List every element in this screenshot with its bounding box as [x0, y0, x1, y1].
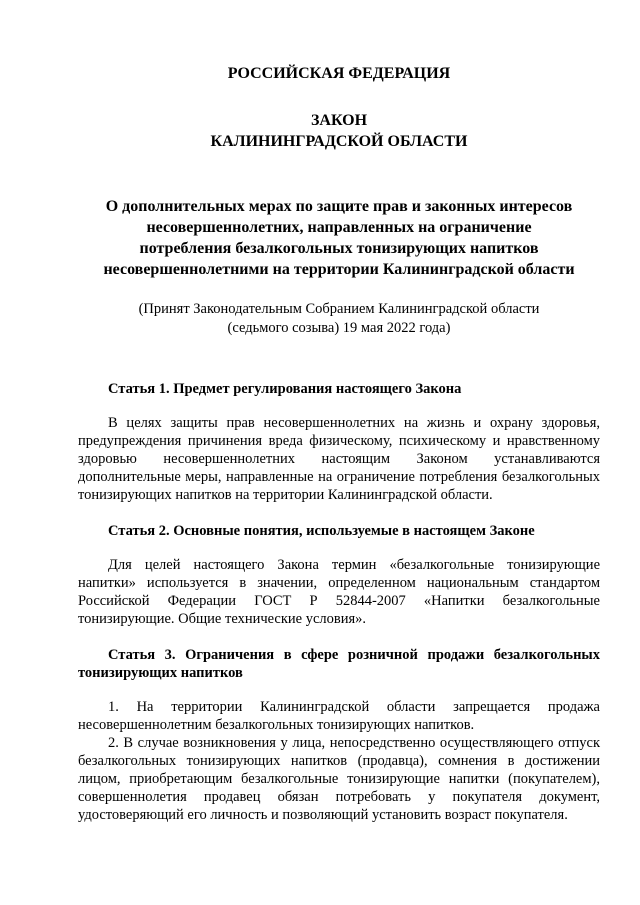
article-heading: Статья 3. Ограничения в сфере розничной продажи безалкогольных тонизирующих напитков: [78, 647, 600, 681]
law-title-line: несовершеннолетними на территории Калининградской области: [103, 261, 575, 278]
law-title-line: потребления безалкогольных тонизирующих напитков: [139, 240, 539, 257]
adoption-note-line: (седьмого созыва) 19 мая 2022 года): [227, 320, 451, 336]
law-label: ЗАКОН: [310, 112, 368, 129]
law-heading: [78, 110, 600, 152]
article-3: [78, 646, 600, 824]
article-paragraph: Для целей настоящего Закона термин «безалкогольные тонизирующие напитки» используется в значении, определенном национальным стандартом Российской Федерации ГОСТ Р 52844-2007 «Напитки безалкогольные тонизирующие. Общие технические условия».: [78, 557, 600, 627]
adoption-note: [78, 300, 600, 338]
article-2: [78, 522, 600, 628]
article-1: [78, 380, 600, 504]
article-paragraph: 2. В случае возникновения у лица, непосредственно осуществляющего отпуск безалкогольных тонизирующих напитков (продавца), сомнения в достижении лицом, приобретающим безалкогольные тонизирующие напитки (покупателем), совершеннолетия продавец обязан потребовать у покупателя документ, удостоверяющий его личность и позволяющий установить возраст покупателя.: [78, 735, 600, 823]
country-heading: РОССИЙСКАЯ ФЕДЕРАЦИЯ: [227, 65, 451, 82]
article-paragraph: 1. На территории Калининградской области запрещается продажа несовершеннолетним безалкогольных тонизирующих напитков.: [78, 699, 600, 733]
law-title: [78, 196, 600, 280]
adoption-note-line: (Принят Законодательным Собранием Калининградской области: [138, 301, 540, 317]
region-label: КАЛИНИНГРАДСКОЙ ОБЛАСТИ: [210, 133, 468, 150]
article-heading: Статья 1. Предмет регулирования настоящего Закона: [108, 381, 462, 397]
article-heading: Статья 2. Основные понятия, используемые в настоящем Законе: [108, 523, 535, 539]
law-title-line: несовершеннолетних, направленных на ограничение: [146, 219, 532, 236]
article-paragraph: В целях защиты прав несовершеннолетних на жизнь и охрану здоровья, предупреждения причинения вреда физическому, психическому и нравственному здоровью несовершеннолетних настоящим Законом устанавливаются дополнительные меры, направленные на ограничение потребления безалкогольных тонизирующих напитков на территории Калининградской области.: [78, 415, 600, 503]
law-title-line: О дополнительных мерах по защите прав и законных интересов: [105, 198, 573, 215]
